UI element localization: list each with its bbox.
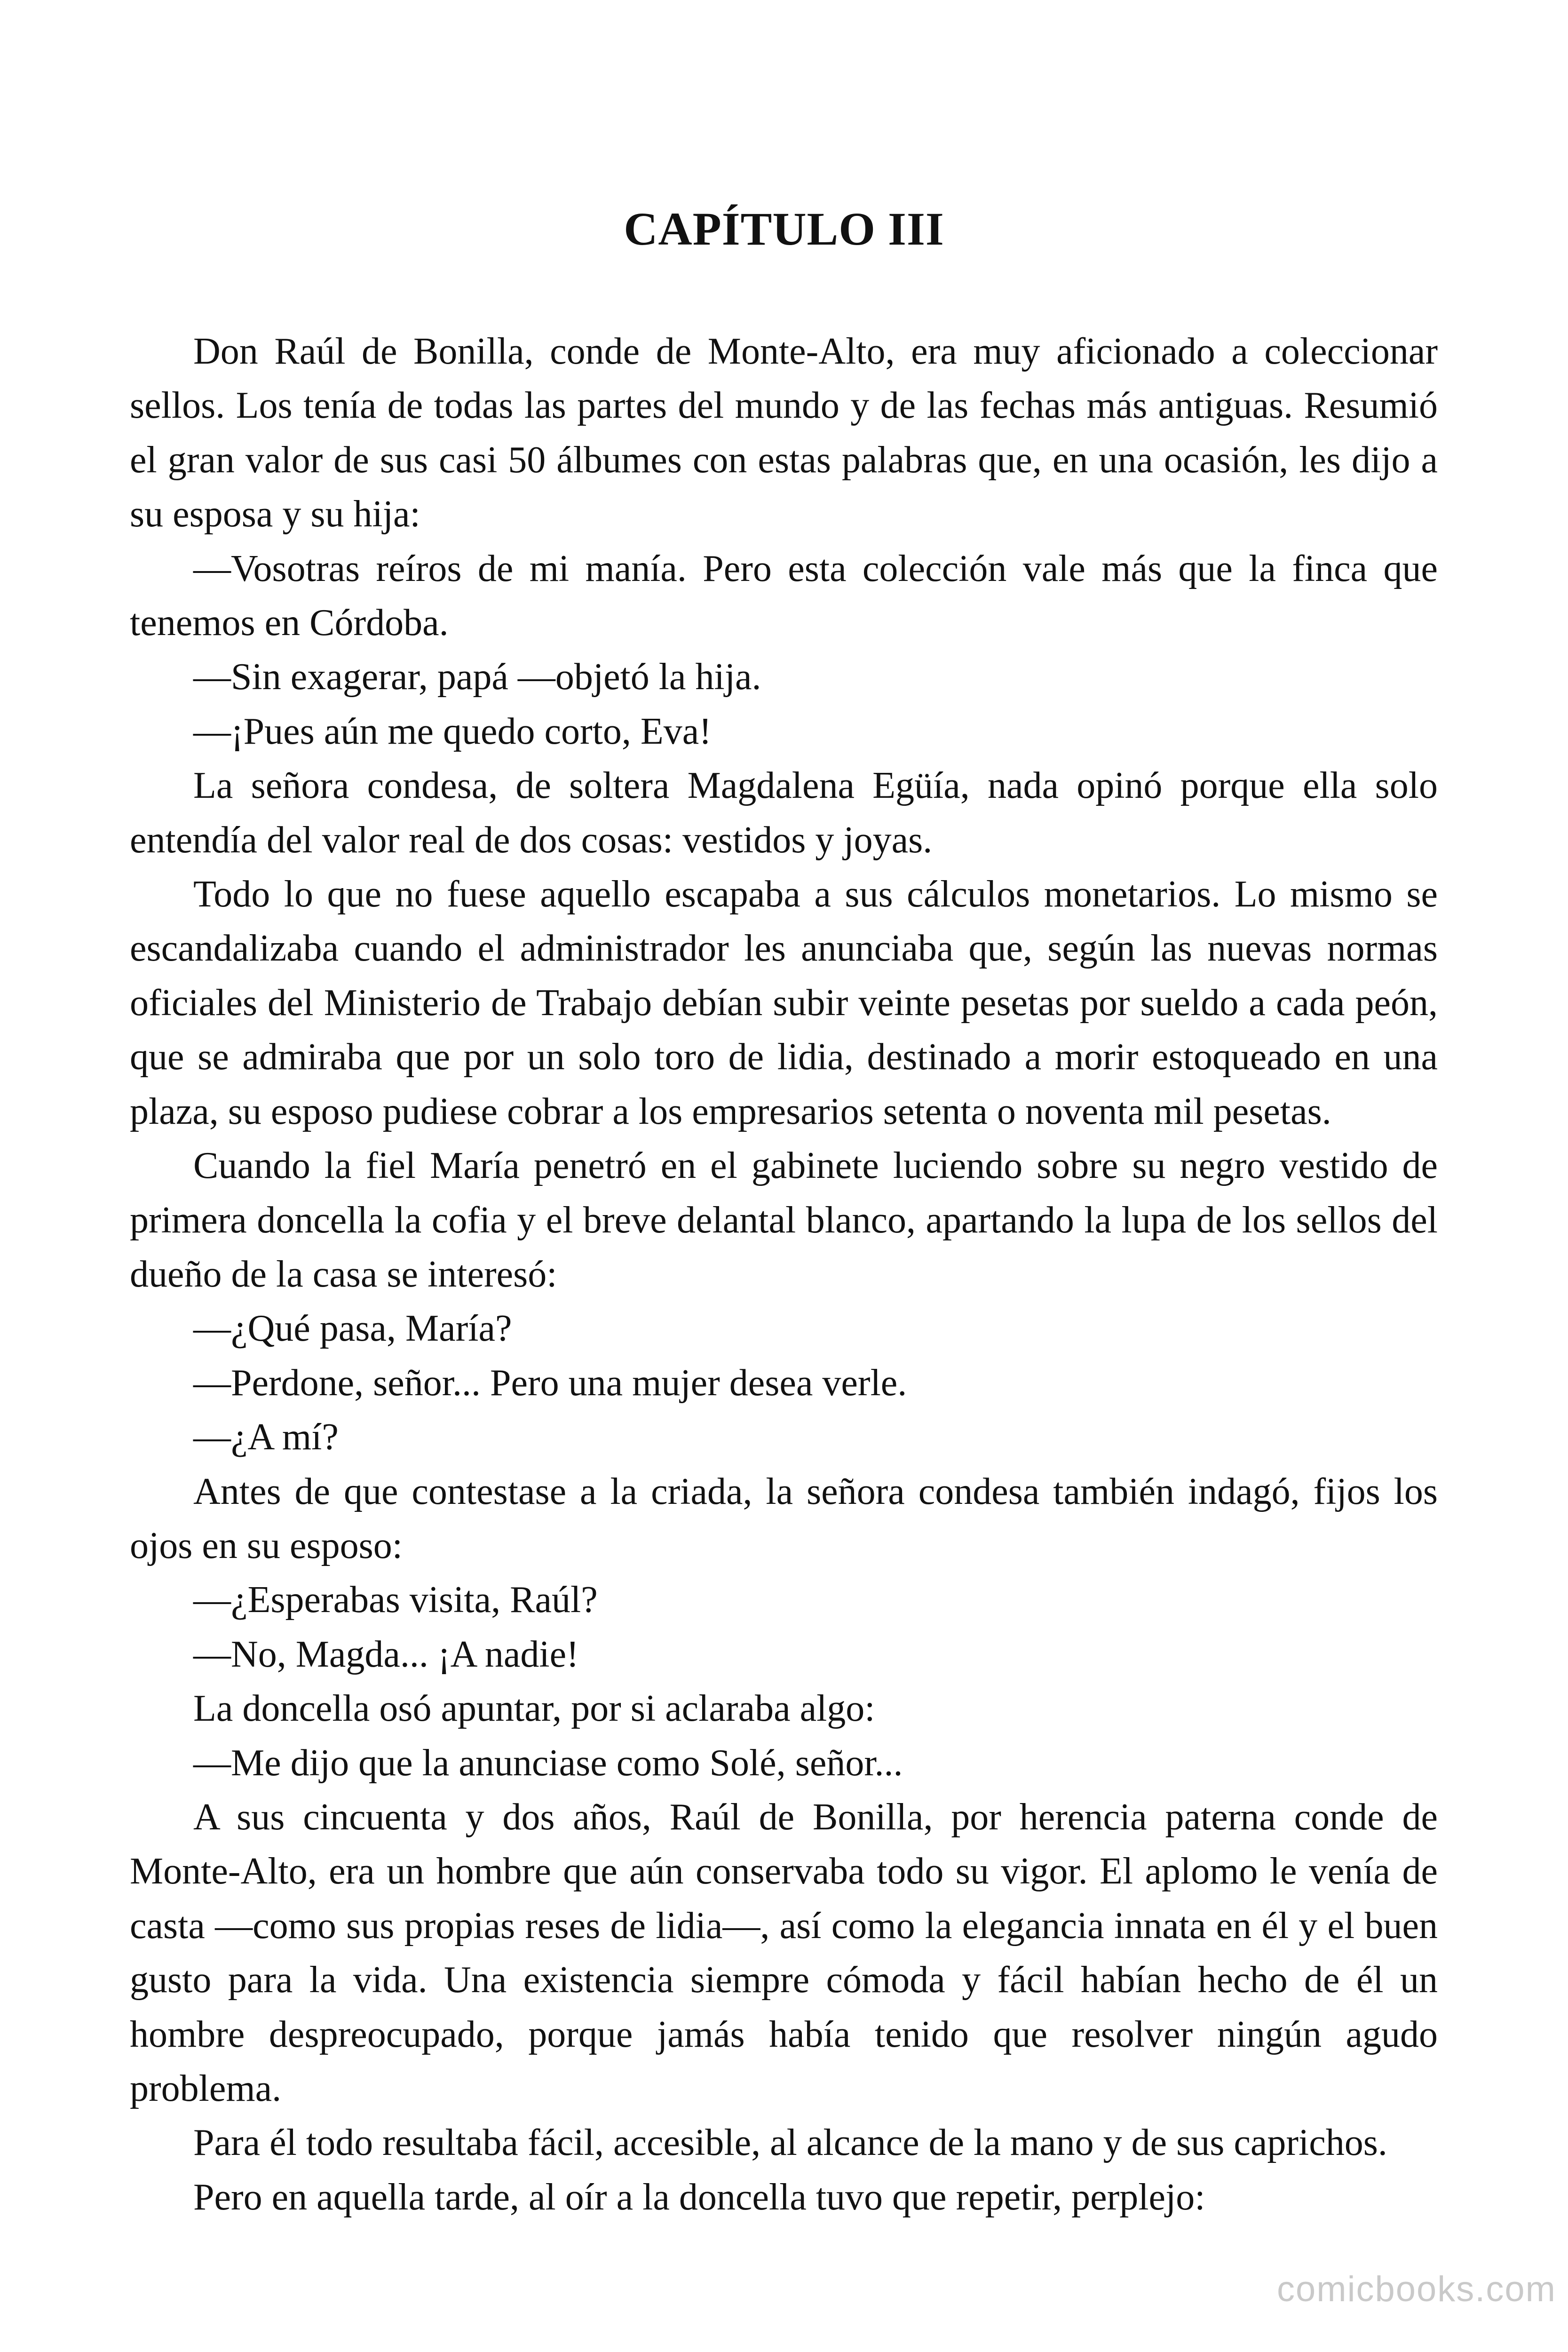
watermark: comicbooks.com (1277, 2269, 1556, 2309)
paragraph: —¡Pues aún me quedo corto, Eva! (193, 710, 712, 752)
paragraph: —¿Esperabas visita, Raúl? (193, 1579, 598, 1621)
paragraph: —Me dijo que la anunciase como Solé, señor... (193, 1742, 903, 1784)
chapter-body (130, 325, 1438, 2225)
paragraph: Todo lo que no fuese aquello escapaba a sus cálculos monetarios. Lo mismo se escandalizaba cuando el administrador les anunciaba que, según las nuevas normas oficiales del Ministerio de Trabajo debían subir veinte pesetas por sueldo a cada peón, que se admiraba que por un solo toro de lidia, destinado a morir estoqueado en una plaza, su esposo pudiese cobrar a los empresarios setenta o noventa mil pesetas. (130, 874, 1438, 1132)
paragraph: —Perdone, señor... Pero una mujer desea verle. (193, 1362, 907, 1404)
paragraph: La doncella osó apuntar, por si aclaraba algo: (193, 1688, 875, 1730)
chapter-title: CAPÍTULO III (624, 203, 944, 255)
paragraph: Pero en aquella tarde, al oír a la doncella tuvo que repetir, perplejo: (193, 2176, 1205, 2218)
paragraph: Antes de que contestase a la criada, la señora condesa también indagó, fijos los ojos en su esposo: (130, 1470, 1438, 1566)
paragraph: Cuando la fiel María penetró en el gabinete luciendo sobre su negro vestido de primera doncella la cofia y el breve delantal blanco, apartando la lupa de los sellos del dueño de la casa se interesó: (130, 1145, 1438, 1295)
paragraph: —¿Qué pasa, María? (193, 1308, 512, 1350)
paragraph: A sus cincuenta y dos años, Raúl de Bonilla, por herencia paterna conde de Monte-Alto, era un hombre que aún conservaba todo su vigor. El aplomo le venía de casta —como sus propias reses de lidia—, así como la elegancia innata en él y el buen gusto para la vida. Una existencia siempre cómoda y fácil habían hecho de él un hombre despreocupado, porque jamás había tenido que resolver ningún agudo problema. (130, 1796, 1438, 2109)
paragraph: La señora condesa, de soltera Magdalena Egüía, nada opinó porque ella solo entendía del valor real de dos cosas: vestidos y joyas. (130, 765, 1438, 861)
paragraph: —Sin exagerar, papá —objetó la hija. (193, 656, 761, 698)
paragraph: Don Raúl de Bonilla, conde de Monte-Alto, era muy aficionado a coleccionar sellos. Los tenía de todas las partes del mundo y de las fechas más antiguas. Resumió el gran valor de sus casi 50 álbumes con estas palabras que, en una ocasión, les dijo a su esposa y su hija: (130, 331, 1438, 535)
paragraph: —Vosotras reíros de mi manía. Pero esta colección vale más que la finca que tenemos en Córdoba. (130, 548, 1438, 644)
paragraph: Para él todo resultaba fácil, accesible, al alcance de la mano y de sus caprichos. (193, 2122, 1387, 2164)
paragraph: —¿A mí? (193, 1416, 339, 1458)
paragraph: —No, Magda... ¡A nadie! (193, 1633, 579, 1675)
